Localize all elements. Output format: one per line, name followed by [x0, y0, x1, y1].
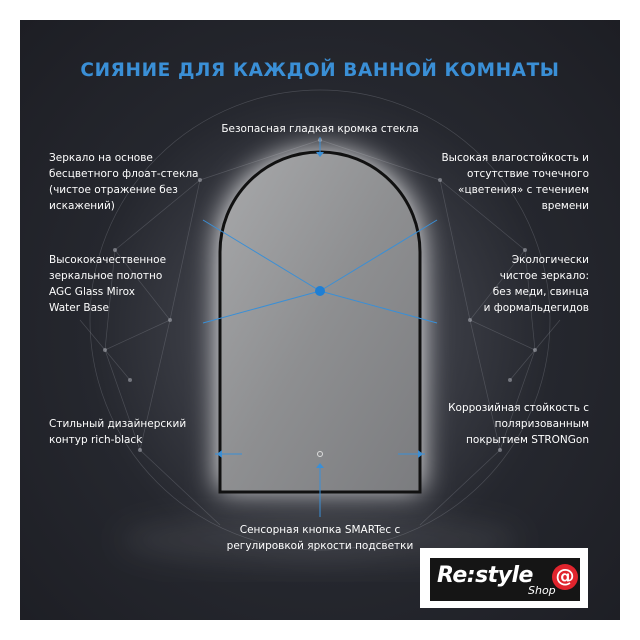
center-point — [315, 286, 325, 296]
at-sign-icon: @ — [552, 564, 578, 590]
mirror-glass — [220, 152, 420, 492]
logo-text: Re:style — [437, 563, 533, 588]
feature-agc-glass: Высококачественное зеркальное полотно AGC Glass Mirox Water Base — [49, 254, 167, 314]
feature-moisture: Высокая влагостойкость и отсутствие точечного «цветения» с течением времени — [441, 152, 589, 212]
logo-subtext: Shop — [528, 584, 556, 597]
infographic-panel — [20, 20, 620, 620]
feature-eco: Экологически чистое зеркало: без меди, свинца и формальдегидов — [483, 254, 589, 314]
page-title: СИЯНИЕ ДЛЯ КАЖДОЙ ВАННОЙ КОМНАТЫ — [80, 60, 560, 81]
feature-top-edge: Безопасная гладкая кромка стекла — [221, 123, 419, 135]
feature-touch-button: Сенсорная кнопка SMARTec с регулировкой яркости подсветки — [226, 524, 414, 552]
feature-contour: Стильный дизайнерский контур rich-black — [49, 418, 187, 446]
logo-box — [430, 558, 580, 601]
restyle-logo — [420, 548, 588, 608]
feature-corrosion: Коррозийная стойкость с поляризованным покрытием STRONGon — [448, 402, 589, 446]
feature-float-glass: Зеркало на основе бесцветного флоат-стекла (чистое отражение без искажений) — [49, 152, 199, 212]
